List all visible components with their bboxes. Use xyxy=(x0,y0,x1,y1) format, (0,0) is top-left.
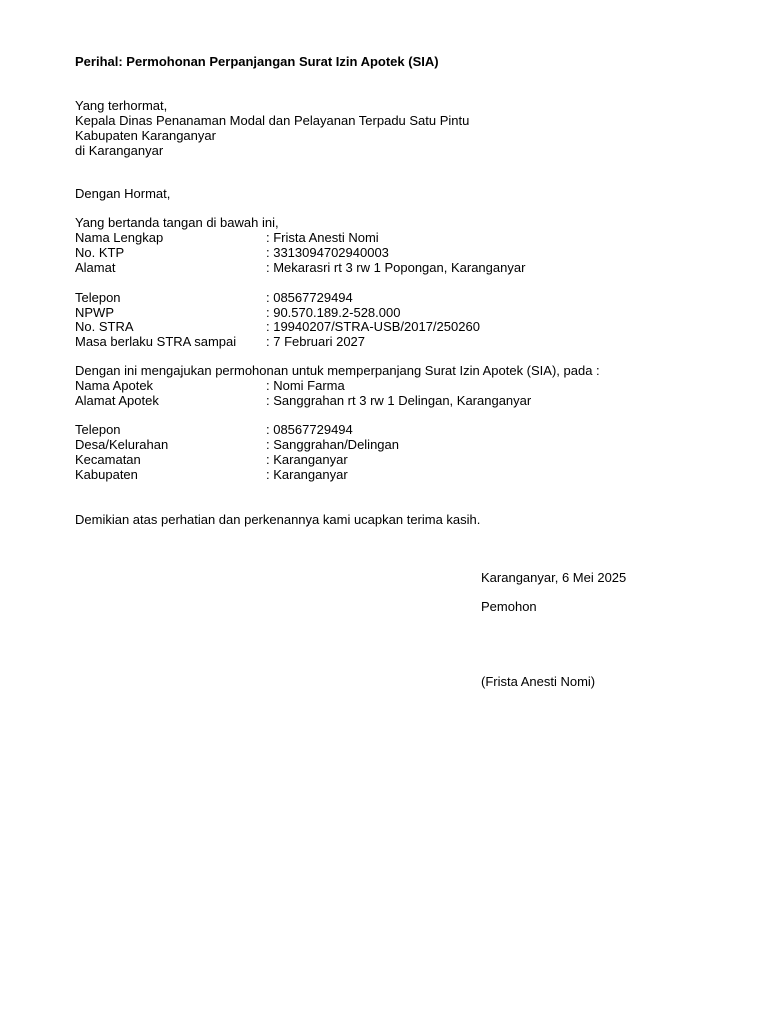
signature-name: (Frista Anesti Nomi) xyxy=(481,674,596,689)
field-value: : 08567729494 xyxy=(266,290,353,305)
field-label: Nama Apotek xyxy=(75,378,154,393)
applicant-role: Pemohon xyxy=(481,599,537,614)
field-value: : Sanggrahan rt 3 rw 1 Delingan, Karanganyar xyxy=(266,393,532,408)
field-label: Kabupaten xyxy=(75,467,138,482)
field-label: NPWP xyxy=(75,305,114,320)
field-value: : 90.570.189.2-528.000 xyxy=(266,305,401,320)
field-value: : Karanganyar xyxy=(266,452,348,467)
field-value: : Frista Anesti Nomi xyxy=(266,230,379,245)
field-value: : 7 Februari 2027 xyxy=(266,334,366,349)
field-label: Nama Lengkap xyxy=(75,230,164,245)
field-value: : Sanggrahan/Delingan xyxy=(266,437,399,452)
field-value: : Karanganyar xyxy=(266,467,348,482)
field-label: Telepon xyxy=(75,290,121,305)
field-value: : Nomi Farma xyxy=(266,378,345,393)
greeting: Dengan Hormat, xyxy=(75,186,171,201)
closing-text: Demikian atas perhatian dan perkenannya kami ucapkan terima kasih. xyxy=(75,512,481,527)
field-label: Desa/Kelurahan xyxy=(75,437,169,452)
recipient-line-1: Yang terhormat, xyxy=(75,98,168,113)
field-label: Alamat Apotek xyxy=(75,393,159,408)
recipient-line-4: di Karanganyar xyxy=(75,143,164,158)
field-label: Telepon xyxy=(75,422,121,437)
field-label: Alamat xyxy=(75,260,116,275)
field-value: : 3313094702940003 xyxy=(266,245,389,260)
letter-subject: Perihal: Permohonan Perpanjangan Surat Izin Apotek (SIA) xyxy=(75,54,439,69)
field-label: No. STRA xyxy=(75,319,134,334)
request-text: Dengan ini mengajukan permohonan untuk memperpanjang Surat Izin Apotek (SIA), pada : xyxy=(75,363,600,378)
field-value: : Mekarasri rt 3 rw 1 Popongan, Karanganyar xyxy=(266,260,526,275)
field-label: No. KTP xyxy=(75,245,125,260)
recipient-line-2: Kepala Dinas Penanaman Modal dan Pelayanan Terpadu Satu Pintu xyxy=(75,113,470,128)
field-value: : 08567729494 xyxy=(266,422,353,437)
field-label: Masa berlaku STRA sampai xyxy=(75,334,237,349)
field-label: Kecamatan xyxy=(75,452,141,467)
place-date: Karanganyar, 6 Mei 2025 xyxy=(481,570,627,585)
recipient-line-3: Kabupaten Karanganyar xyxy=(75,128,216,143)
intro-text: Yang bertanda tangan di bawah ini, xyxy=(75,215,279,230)
field-value: : 19940207/STRA-USB/2017/250260 xyxy=(266,319,480,334)
